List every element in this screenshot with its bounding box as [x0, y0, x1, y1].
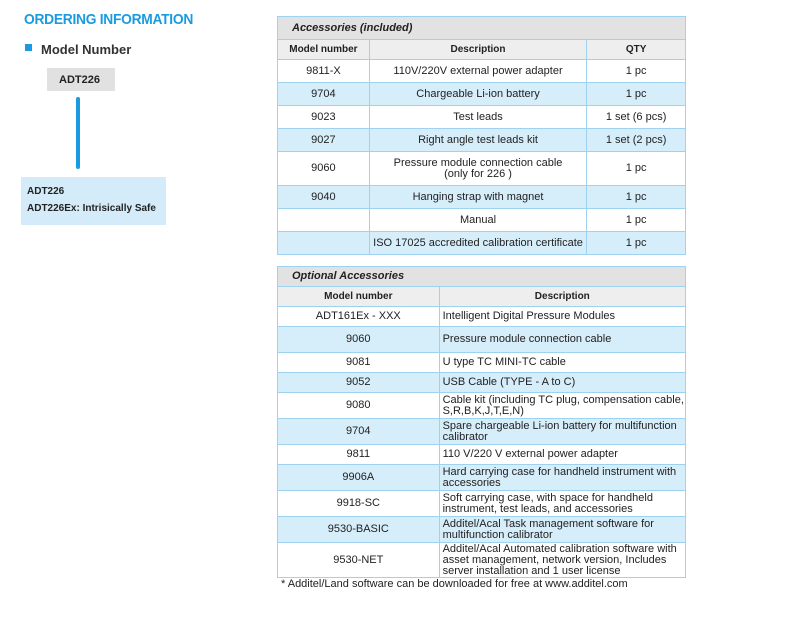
model-cell: ADT161Ex - XXX: [278, 307, 440, 327]
table-row: [278, 106, 686, 129]
description-line: Pressure module connection cable: [393, 156, 563, 169]
model-cell: [278, 209, 370, 232]
column-header-description: Description: [439, 287, 685, 307]
model-cell: 9704: [278, 419, 440, 445]
model-number-heading: [25, 42, 131, 57]
model-cell: 9081: [278, 353, 440, 373]
description-cell: ISO 17025 accredited calibration certificate: [369, 232, 586, 255]
optional-table-title: Optional Accessories: [278, 267, 686, 287]
description-cell: Cable kit (including TC plug, compensation cable, S,R,B,K,J,T,E,N): [439, 393, 685, 419]
model-cell: 9811: [278, 445, 440, 465]
description-cell: Additel/Acal Task management software for multifunction calibrator: [439, 517, 685, 543]
variant-standard: ADT226: [27, 186, 65, 197]
table-row: [278, 129, 686, 152]
connector-line: [76, 97, 80, 169]
qty-cell: 1 pc: [587, 232, 686, 255]
table-row: [278, 491, 686, 517]
description-cell: Right angle test leads kit: [369, 129, 586, 152]
model-cell: 9060: [278, 327, 440, 353]
model-cell: 9080: [278, 393, 440, 419]
table-row: [278, 232, 686, 255]
qty-cell: 1 set (6 pcs): [587, 106, 686, 129]
qty-cell: 1 pc: [587, 60, 686, 83]
description-cell: Chargeable Li-ion battery: [369, 83, 586, 106]
description-cell: Manual: [369, 209, 586, 232]
description-cell: USB Cable (TYPE - A to C): [439, 373, 685, 393]
description-cell: 110V/220V external power adapter: [369, 60, 586, 83]
table-row: [278, 445, 686, 465]
description-cell: Hard carrying case for handheld instrument with accessories: [439, 465, 685, 491]
table-row: [278, 353, 686, 373]
base-model-box: ADT226: [47, 68, 115, 91]
description-cell: Test leads: [369, 106, 586, 129]
table-row: [278, 186, 686, 209]
table-row: [278, 209, 686, 232]
qty-cell: 1 pc: [587, 209, 686, 232]
description-cell: Intelligent Digital Pressure Modules: [439, 307, 685, 327]
table-row: [278, 327, 686, 353]
model-cell: 9060: [278, 152, 370, 186]
included-table-title: Accessories (included): [278, 17, 686, 40]
model-cell: 9530-BASIC: [278, 517, 440, 543]
qty-cell: 1 pc: [587, 186, 686, 209]
description-cell: Soft carrying case, with space for handheld instrument, test leads, and accessories: [439, 491, 685, 517]
description-cell: Hanging strap with magnet: [369, 186, 586, 209]
column-header-description: Description: [369, 40, 586, 60]
model-cell: 9704: [278, 83, 370, 106]
table-row: [278, 393, 686, 419]
qty-cell: 1 pc: [587, 83, 686, 106]
section-title: ORDERING INFORMATION: [24, 11, 194, 28]
qty-cell: 1 set (2 pcs): [587, 129, 686, 152]
table-row: [278, 83, 686, 106]
table-row: [278, 419, 686, 445]
table-row: [278, 152, 686, 186]
table-row: [278, 465, 686, 491]
description-cell: Spare chargeable Li-ion battery for multifunction calibrator: [439, 419, 685, 445]
column-header-model: Model number: [278, 40, 370, 60]
optional-accessories-table: [277, 266, 686, 578]
table-row: [278, 373, 686, 393]
model-number-label: Model Number: [41, 42, 132, 57]
square-bullet-icon: [25, 44, 32, 51]
table-row: [278, 517, 686, 543]
model-cell: 9040: [278, 186, 370, 209]
model-cell: [278, 232, 370, 255]
description-cell: 110 V/220 V external power adapter: [439, 445, 685, 465]
model-cell: 9811-X: [278, 60, 370, 83]
variant-intrinsically-safe: ADT226Ex: Intrisically Safe: [27, 203, 156, 214]
model-cell: 9906A: [278, 465, 440, 491]
model-cell: 9530-NET: [278, 543, 440, 578]
table-row: [278, 60, 686, 83]
description-note: (only for 226 ): [444, 167, 512, 180]
model-cell: 9027: [278, 129, 370, 152]
included-accessories-table: [277, 16, 686, 255]
model-variants-box: [21, 177, 166, 225]
model-cell: 9918-SC: [278, 491, 440, 517]
description-cell: U type TC MINI-TC cable: [439, 353, 685, 373]
column-header-qty: QTY: [587, 40, 686, 60]
table-row: [278, 543, 686, 578]
description-cell: [369, 152, 586, 186]
description-cell: Pressure module connection cable: [439, 327, 685, 353]
table-row: [278, 307, 686, 327]
column-header-model: Model number: [278, 287, 440, 307]
footnote: * Additel/Land software can be downloaded for free at www.additel.com: [281, 578, 628, 590]
model-cell: 9023: [278, 106, 370, 129]
qty-cell: 1 pc: [587, 152, 686, 186]
description-cell: Additel/Acal Automated calibration software with asset management, network version, Includes server installation and 1 user license: [439, 543, 685, 578]
model-cell: 9052: [278, 373, 440, 393]
